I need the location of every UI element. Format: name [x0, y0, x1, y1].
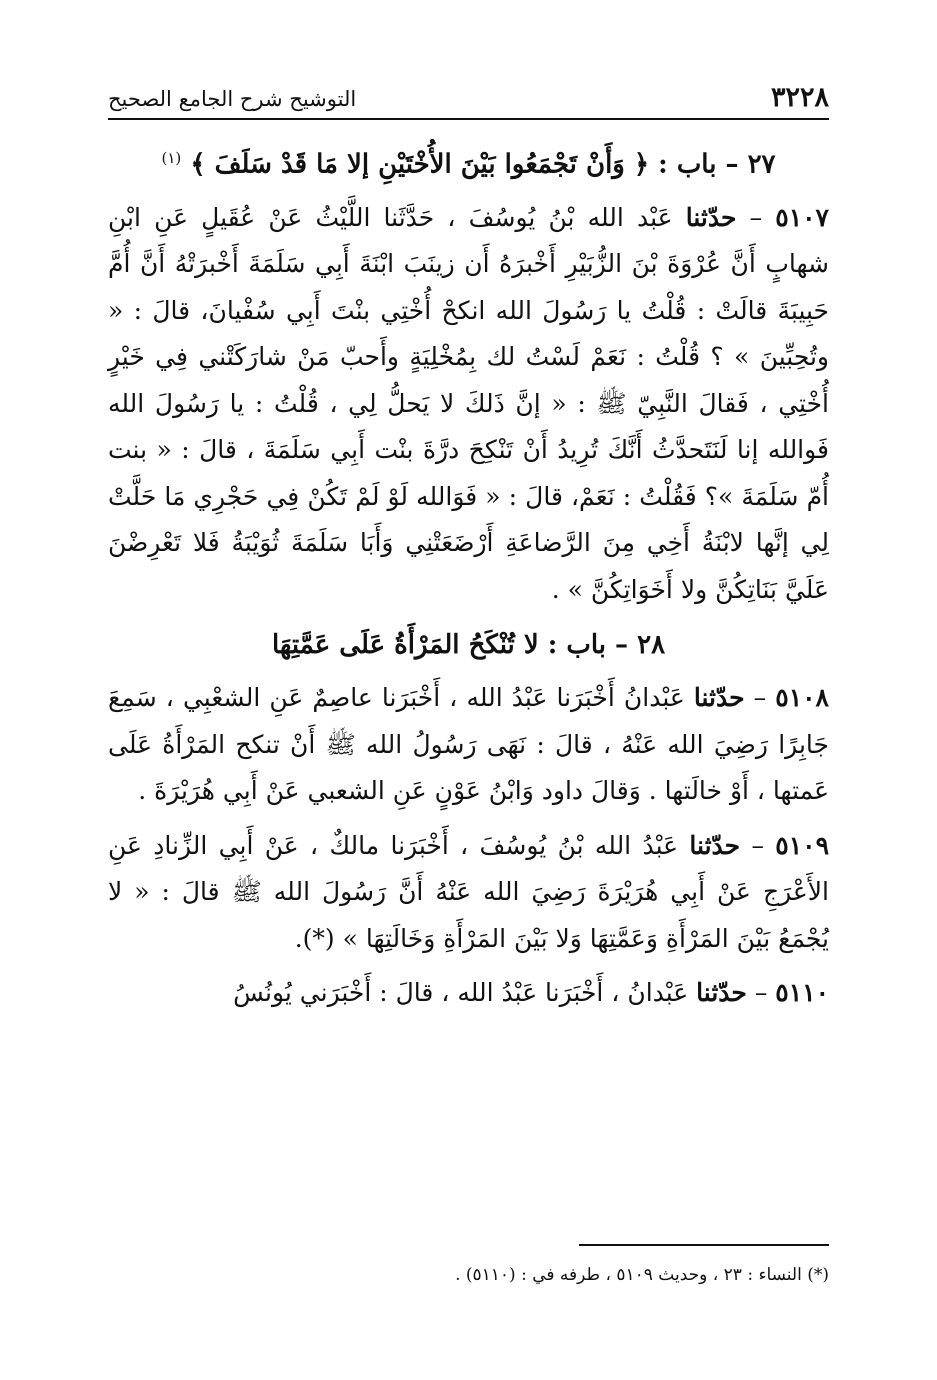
- hadith-text: عَبْدانُ ، أَخْبَرَنا عَبْدُ الله ، قالَ : أَخْبَرَني يُونُسُ: [233, 978, 689, 1008]
- page-number: ٣٢٢٨: [770, 82, 829, 113]
- footnote-reference: (١): [161, 149, 182, 167]
- hadith-lead: حدّثنا: [689, 830, 741, 860]
- footnote: (*) النساء : ٢٣ ، وحديث ٥١٠٩ ، طرفه في : (٥١١٠) .: [455, 1265, 829, 1285]
- hadith-number: ٥١٠٨: [775, 683, 829, 713]
- hadith-number: ٥١٠٧: [775, 202, 829, 232]
- book-title: التوشيح شرح الجامع الصحيح: [108, 87, 357, 111]
- footnote-divider: [579, 1244, 829, 1246]
- hadith-lead: حدّثنا: [693, 683, 745, 713]
- chapter-heading-27-text: ٢٧ – باب : ﴿ وَأَنْ تَجْمَعُوا بَيْنَ الأُخْتَيْنِ إلا مَا قَدْ سَلَفَ ﴾: [190, 149, 776, 180]
- hadith-number: ٥١١٠: [775, 978, 829, 1008]
- page-body: [108, 134, 829, 1025]
- hadith-5107: ٥١٠٧ – حدّثنا عَبْد الله بْنُ يُوسُفَ ، حَدَّثَنا اللَّيْثُ عَنْ عُقَيلٍ عَنِ ابْنِ شهابٍ أَنَّ عُرْوَةَ بْنَ الزُّبَيْرِ أَخْبرَهُ أَن زينَبَ ابْنَةَ أَبِي سَلَمَةَ أَخْبرَتْهُ أَنَّ أُمَّ حَبِيبَةَ قالَتْ : قُلْتُ يا رَسُولَ الله انكحْ أُخْتِي بنْتَ أَبِي سُفْيانَ، قالَ : « وتُحِبِّينَ » ؟ قُلْتُ : نَعَمْ لَسْتُ لك بِمُخْلِيَةٍ وأَحبّ مَنْ شارَكَتْني فِي خَيْرٍ أُخْتِي ، فَقالَ النَّبِيّ ﷺ : « إنَّ ذَلكَ لا يَحلُّ لِي ، قُلْتُ : يا رَسُولَ الله فَوالله إنا لَنَتَحدَّثُ أَنَّكَ تُرِيدُ أَنْ تَنْكِحَ درَّةَ بنْت أَبِي سَلَمَةَ ، قالَ : « بنت أُمّ سَلَمَةَ »؟ فَقُلْتُ : نَعَمْ، قالَ : « فَوَالله لَوْ لَمْ تَكُنْ فِي حَجْرِي مَا حَلَّتْ لِي إنَّها لابْنَةُ أَخِي مِنَ الرَّضاعَةِ أَرْضَعَتْنِي وَأَبَا سَلَمَةَ ثُوَيْبَةُ فَلا تَعْرِضْنَ عَلَيَّ بَنَاتِكُنَّ ولا أَخَوَاتِكُنَّ » .: [108, 202, 829, 604]
- hadith-lead: حدّثنا: [685, 202, 737, 232]
- hadith-lead: حدّثنا: [696, 978, 747, 1008]
- chapter-heading-28-text: ٢٨ – باب : لا تُنْكَحُ المَرْأَةُ عَلَى عَمَّتِهَا: [271, 630, 666, 661]
- hadith-text: عَبْدُ الله بْنُ يُوسُفَ ، أَخْبَرَنا مالكٌ ، عَنْ أَبِي الزِّنادِ عَنِ الأَعْرَجِ عَنْ أَبِي هُرَيْرَةَ رَضِيَ الله عَنْهُ أَنَّ رَسُولَ الله ﷺ قالَ : « لا يُجْمَعُ بَيْنَ المَرْأَةِ وَعَمَّتِهَا وَلا بَيْنَ المَرْأَةِ وَخَالَتِهَا » (*).: [108, 830, 829, 953]
- hadith-5108: ٥١٠٨ – حدّثنا عَبْدانُ أَخْبَرَنا عَبْدُ الله ، أَخْبَرَنا عاصِمٌ عَنِ الشعْبِي ، سَمِعَ جَابِرًا رَضِيَ الله عَنْهُ ، قالَ : نَهَى رَسُولُ الله ﷺ أَنْ تنكح المَرْأَةُ عَلَى عَمتها ، أَوْ خالَتها . وَقالَ داود وَابْنُ عَوْنٍ عَنِ الشعبي عَنْ أَبِي هُرَيْرَةَ .: [108, 683, 829, 806]
- hadith-5110: ٥١١٠ – حدّثنا عَبْدانُ ، أَخْبَرَنا عَبْدُ الله ، قالَ : أَخْبَرَني يُونُسُ: [233, 978, 829, 1008]
- hadith-text: عَبْدانُ أَخْبَرَنا عَبْدُ الله ، أَخْبَرَنا عاصِمٌ عَنِ الشعْبِي ، سَمِعَ جَابِرًا رَضِيَ الله عَنْهُ ، قالَ : نَهَى رَسُولُ الله ﷺ أَنْ تنكح المَرْأَةُ عَلَى عَمتها ، أَوْ خالَتها . وَقالَ داود وَابْنُ عَوْنٍ عَنِ الشعبي عَنْ أَبِي هُرَيْرَةَ .: [108, 683, 829, 806]
- chapter-heading-27: [108, 134, 829, 189]
- hadith-number: ٥١٠٩: [775, 830, 829, 860]
- running-header: [108, 78, 829, 120]
- chapter-heading-28: [108, 621, 829, 669]
- hadith-5109: ٥١٠٩ – حدّثنا عَبْدُ الله بْنُ يُوسُفَ ، أَخْبَرَنا مالكٌ ، عَنْ أَبِي الزِّنادِ عَنِ الأَعْرَجِ عَنْ أَبِي هُرَيْرَةَ رَضِيَ الله عَنْهُ أَنَّ رَسُولَ الله ﷺ قالَ : « لا يُجْمَعُ بَيْنَ المَرْأَةِ وَعَمَّتِهَا وَلا بَيْنَ المَرْأَةِ وَخَالَتِهَا » (*).: [108, 830, 829, 953]
- hadith-text: عَبْد الله بْنُ يُوسُفَ ، حَدَّثَنا اللَّيْثُ عَنْ عُقَيلٍ عَنِ ابْنِ شهابٍ أَنَّ عُرْوَةَ بْنَ الزُّبَيْرِ أَخْبرَهُ أَن زينَبَ ابْنَةَ أَبِي سَلَمَةَ أَخْبرَتْهُ أَنَّ أُمَّ حَبِيبَةَ قالَتْ : قُلْتُ يا رَسُولَ الله انكحْ أُخْتِي بنْتَ أَبِي سُفْيانَ، قالَ : « وتُحِبِّينَ » ؟ قُلْتُ : نَعَمْ لَسْتُ لك بِمُخْلِيَةٍ وأَحبّ مَنْ شارَكَتْني فِي خَيْرٍ أُخْتِي ، فَقالَ النَّبِيّ ﷺ : « إنَّ ذَلكَ لا يَحلُّ لِي ، قُلْتُ : يا رَسُولَ الله فَوالله إنا لَنَتَحدَّثُ أَنَّكَ تُرِيدُ أَنْ تَنْكِحَ درَّةَ بنْت أَبِي سَلَمَةَ ، قالَ : « بنت أُمّ سَلَمَةَ »؟ فَقُلْتُ : نَعَمْ، قالَ : « فَوَالله لَوْ لَمْ تَكُنْ فِي حَجْرِي مَا حَلَّتْ لِي إنَّها لابْنَةُ أَخِي مِنَ الرَّضاعَةِ أَرْضَعَتْنِي وَأَبَا سَلَمَةَ ثُوَيْبَةُ فَلا تَعْرِضْنَ عَلَيَّ بَنَاتِكُنَّ ولا أَخَوَاتِكُنَّ » .: [108, 202, 829, 604]
